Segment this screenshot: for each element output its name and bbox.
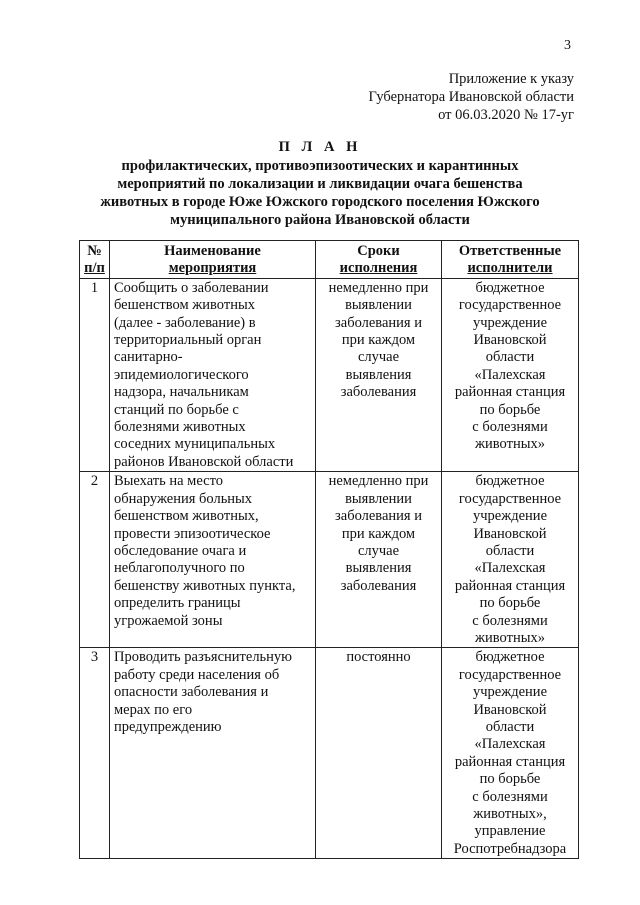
- table-row: [80, 278, 579, 471]
- responsible-party-line: Роспотребнадзора: [453, 840, 567, 857]
- table-header-row: [80, 241, 579, 279]
- responsible-party-line: учреждение: [472, 684, 547, 701]
- header-line: Сроки: [357, 243, 400, 259]
- header-line: Наименование: [164, 243, 261, 259]
- execution-term-line: выявления: [345, 560, 412, 577]
- measure-name-line: предупреждению: [114, 718, 222, 735]
- responsible-party-line: животных»,: [473, 806, 547, 822]
- appendix-line: Приложение к указу: [448, 71, 574, 87]
- execution-term-line: заболевания: [340, 384, 417, 401]
- responsible-party-line: районная станция: [454, 384, 566, 401]
- row-number: 2: [80, 472, 110, 648]
- execution-term-line: немедленно при: [328, 279, 429, 296]
- responsible-party-line: учреждение: [472, 314, 547, 331]
- responsible-party-line: государственное: [458, 297, 562, 314]
- execution-term: [316, 472, 442, 648]
- row-number: 1: [80, 278, 110, 471]
- execution-term: [316, 278, 442, 471]
- subtitle-line: животных в городе Юже Южского городского поселения Южского: [100, 194, 540, 210]
- responsible-party-line: с болезнями: [472, 419, 548, 436]
- responsible-party-line: по борьбе: [479, 595, 541, 612]
- measure-name-line: мерах по его: [114, 701, 193, 718]
- responsible-party-line: государственное: [458, 490, 562, 507]
- measure-name-line: эпидемиологического: [114, 366, 249, 383]
- execution-term-line: при каждом: [341, 332, 416, 349]
- responsible-party-line: по борьбе: [479, 771, 541, 788]
- responsible-party-line: области: [485, 349, 535, 366]
- execution-term-line: заболевания и: [335, 508, 422, 525]
- measure-name-line: (далее - заболевание) в: [114, 314, 256, 331]
- execution-term-line: при каждом: [341, 525, 416, 542]
- measure-name-line: Сообщить о заболевании: [114, 279, 269, 296]
- measure-name-line: территориальный орган: [114, 332, 262, 349]
- responsible-party: [442, 278, 579, 471]
- measure-name-line: бешенством животных,: [114, 508, 259, 525]
- appendix-line: от 06.03.2020 № 17-уг: [438, 107, 574, 123]
- measure-name-line: обследование очага и: [114, 542, 247, 559]
- measure-name: [110, 648, 316, 859]
- subtitle-line: профилактических, противоэпизоотических и карантинных: [121, 158, 519, 174]
- execution-term-line: выявления: [345, 366, 412, 383]
- execution-term-line: немедленно при: [328, 473, 429, 490]
- header-line: Ответственные: [458, 243, 562, 259]
- responsible-party-line: государственное: [458, 666, 562, 683]
- responsible-party-line: бюджетное: [475, 473, 545, 490]
- header-line: исполнители: [467, 260, 553, 277]
- responsible-party-line: по борьбе: [479, 401, 541, 418]
- measure-name-line: бешенству животных пункта,: [114, 577, 296, 594]
- responsible-party-line: Ивановской: [473, 332, 547, 349]
- responsible-party-line: животных»: [475, 629, 545, 646]
- measure-name-line: болезнями животных: [114, 419, 246, 436]
- measure-name: [110, 278, 316, 471]
- execution-term-line: случае: [357, 349, 400, 366]
- responsible-party-line: учреждение: [472, 508, 547, 525]
- table-row: [80, 472, 579, 648]
- header-responsible: [442, 241, 579, 279]
- responsible-party-line: управление: [474, 823, 546, 840]
- header-line: исполнения: [339, 260, 418, 277]
- subtitle-line: муниципального района Ивановской области: [170, 212, 470, 228]
- responsible-party-line: бюджетное: [475, 279, 545, 296]
- responsible-party-line: Ивановской: [473, 701, 547, 718]
- measure-name-line: определить границы: [114, 595, 241, 612]
- responsible-party-line: животных»: [475, 436, 545, 453]
- row-number: 3: [80, 648, 110, 859]
- responsible-party-line: области: [485, 542, 535, 559]
- responsible-party-line: «Палехская: [474, 560, 546, 577]
- header-number: [80, 241, 110, 279]
- appendix-line: Губернатора Ивановской области: [368, 89, 574, 105]
- execution-term: [316, 648, 442, 859]
- appendix-header: [369, 70, 574, 124]
- header-line: мероприятия: [168, 260, 257, 277]
- execution-term-line: выявлении: [345, 297, 412, 314]
- page-number: 3: [564, 38, 571, 53]
- measure-name-line: районов Ивановской области: [114, 453, 294, 470]
- measure-name-line: бешенством животных: [114, 297, 255, 314]
- header-term: [316, 241, 442, 279]
- responsible-party-line: бюджетное: [475, 649, 545, 666]
- measure-name-line: неблагополучного по: [114, 560, 245, 577]
- measure-name-line: провести эпизоотическое: [114, 525, 271, 542]
- document-title: П Л А Н: [278, 139, 362, 155]
- responsible-party-line: районная станция: [454, 577, 566, 594]
- measure-name-line: опасности заболевания и: [114, 684, 269, 701]
- responsible-party: [442, 648, 579, 859]
- measure-name-line: работу среди населения об: [114, 666, 280, 683]
- responsible-party-line: с болезнями: [472, 788, 548, 805]
- plan-table: [79, 240, 579, 859]
- responsible-party: [442, 472, 579, 648]
- measure-name-line: санитарно-: [114, 349, 183, 366]
- document-subtitle: [60, 157, 580, 229]
- measure-name-line: Выехать на место: [114, 473, 223, 490]
- responsible-party-line: с болезнями: [472, 612, 548, 629]
- header-name: [110, 241, 316, 279]
- responsible-party-line: Ивановской: [473, 525, 547, 542]
- execution-term-line: заболевания: [340, 577, 417, 594]
- responsible-party-line: «Палехская: [474, 366, 546, 383]
- measure-name: [110, 472, 316, 648]
- table-row: [80, 648, 579, 859]
- execution-term-line: выявлении: [345, 490, 412, 507]
- measure-name-line: Проводить разъяснительную: [114, 649, 293, 666]
- measure-name-line: станций по борьбе с: [114, 401, 239, 418]
- execution-term-line: заболевания и: [335, 314, 422, 331]
- header-line: п/п: [84, 260, 105, 277]
- measure-name-line: надзора, начальникам: [114, 384, 249, 401]
- subtitle-line: мероприятий по локализации и ликвидации очага бешенства: [117, 176, 523, 192]
- plan-table-body: [80, 278, 579, 858]
- measure-name-line: обнаружения больных: [114, 490, 253, 507]
- measure-name-line: соседних муниципальных: [114, 436, 276, 453]
- responsible-party-line: области: [485, 718, 535, 735]
- measure-name-line: угрожаемой зоны: [114, 612, 223, 629]
- header-line: №: [87, 243, 102, 259]
- responsible-party-line: «Палехская: [474, 736, 546, 753]
- responsible-party-line: районная станция: [454, 753, 566, 770]
- execution-term-line: случае: [357, 542, 400, 559]
- execution-term-line: постоянно: [346, 649, 411, 666]
